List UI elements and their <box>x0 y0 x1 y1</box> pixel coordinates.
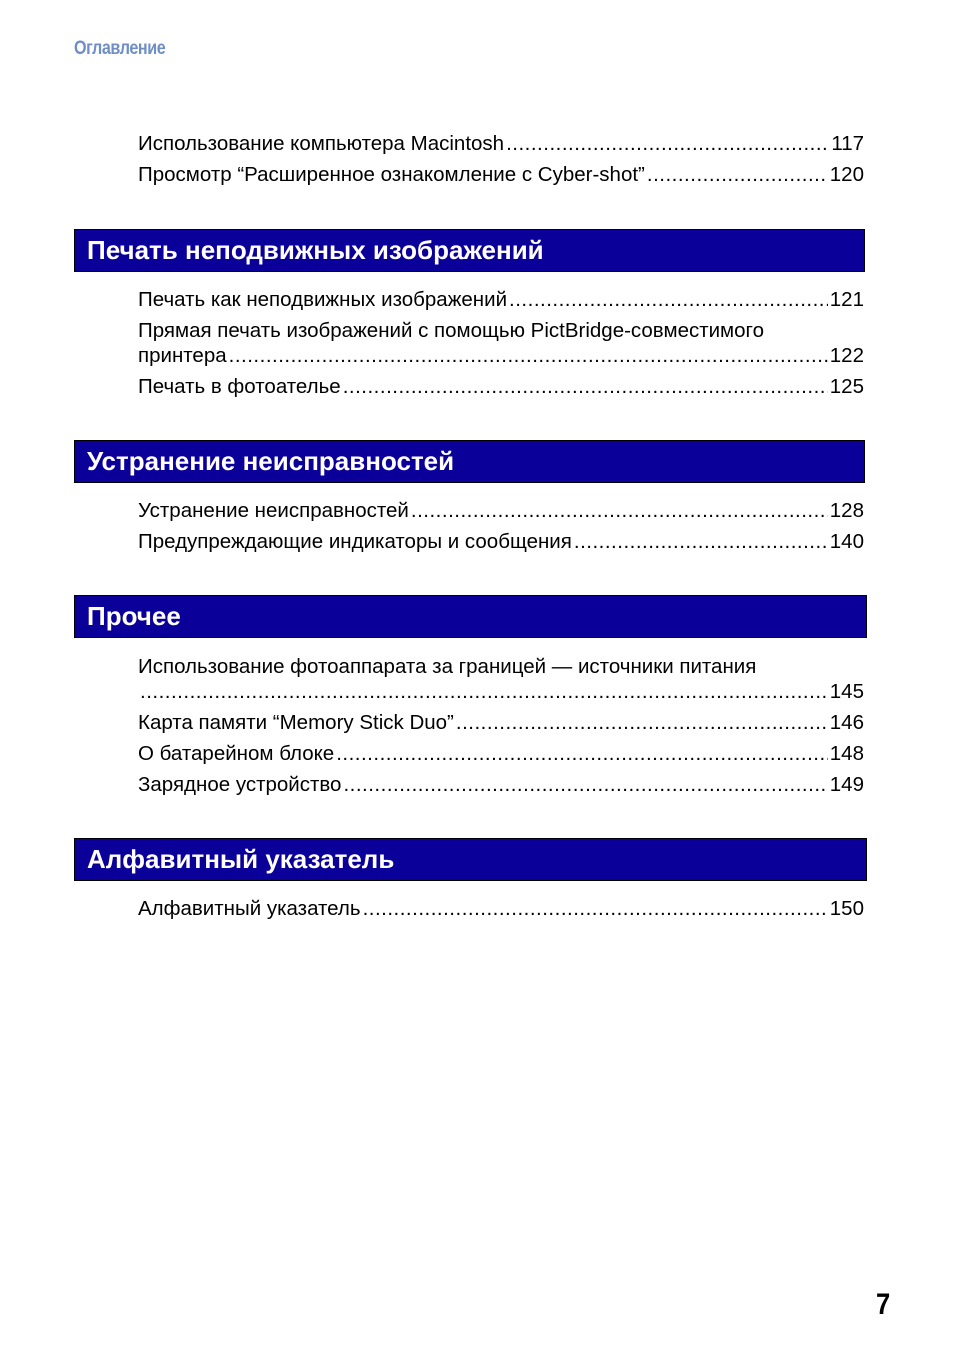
toc-entry-title: Печать в фотоателье <box>138 375 341 398</box>
toc-group-troubleshooting <box>138 499 864 561</box>
toc-entry[interactable] <box>138 530 864 554</box>
leader-dots <box>506 132 829 156</box>
toc-entry-page: 146 <box>829 711 864 734</box>
toc-entry-title-line2: принтера <box>138 344 227 367</box>
page-number: 7 <box>876 1288 891 1321</box>
toc-entry-page: 145 <box>829 680 864 703</box>
toc-group-index <box>138 897 864 928</box>
toc-entry-title: Печать как неподвижных изображений <box>138 288 508 311</box>
toc-group-printing <box>138 288 864 406</box>
toc-entry-page: 128 <box>829 499 864 522</box>
toc-entry[interactable] <box>138 897 864 921</box>
leader-dots <box>647 163 828 187</box>
toc-entry-title: Использование компьютера Macintosh <box>138 132 505 155</box>
toc-entry[interactable] <box>138 375 864 399</box>
leader-dots <box>229 344 828 368</box>
toc-entry-title: Просмотр “Расширенное ознакомление с Cyber-shot” <box>138 163 645 186</box>
toc-entry-page: 150 <box>829 897 864 920</box>
toc-entry-page: 125 <box>829 375 864 398</box>
toc-entry[interactable] <box>138 163 864 187</box>
toc-entry-title: Устранение неисправностей <box>138 499 409 522</box>
section-heading-troubleshooting: Устранение неисправностей <box>74 440 865 483</box>
section-heading-other: Прочее <box>74 595 867 638</box>
toc-group-top <box>138 132 864 194</box>
leader-dots <box>509 288 828 312</box>
toc-entry-title-line1: Использование фотоаппарата за границей — источники питания <box>138 655 757 678</box>
toc-entry[interactable] <box>138 711 864 735</box>
toc-entry-title: Карта памяти “Memory Stick Duo” <box>138 711 454 734</box>
toc-entry[interactable] <box>138 499 864 523</box>
toc-entry[interactable] <box>138 288 864 312</box>
toc-entry-title-line1: Прямая печать изображений с помощью PictBridge-совместимого <box>138 319 764 342</box>
toc-entry[interactable] <box>138 319 864 368</box>
toc-entry[interactable] <box>138 773 864 797</box>
toc-entry-title: Алфавитный указатель <box>138 897 361 920</box>
toc-entry-page: 120 <box>829 163 864 186</box>
toc-entry-title: О батарейном блоке <box>138 742 335 765</box>
section-heading-index: Алфавитный указатель <box>74 838 867 881</box>
toc-entry[interactable] <box>138 655 864 704</box>
toc-entry-page: 117 <box>831 132 864 155</box>
toc-entry-page: 149 <box>829 773 864 796</box>
leader-dots <box>363 897 828 921</box>
section-heading-printing: Печать неподвижных изображений <box>74 229 865 272</box>
leader-dots <box>574 530 828 554</box>
toc-group-other <box>138 655 864 804</box>
toc-entry-page: 148 <box>829 742 864 765</box>
toc-entry-page: 140 <box>829 530 864 553</box>
leader-dots <box>336 742 828 766</box>
leader-dots <box>456 711 828 735</box>
toc-entry[interactable] <box>138 132 864 156</box>
leader-dots <box>343 375 828 399</box>
toc-entry-title: Предупреждающие индикаторы и сообщения <box>138 530 572 553</box>
toc-entry[interactable] <box>138 742 864 766</box>
toc-entry-page: 121 <box>829 288 864 311</box>
toc-entry-title: Зарядное устройство <box>138 773 342 796</box>
leader-dots <box>411 499 828 523</box>
running-head: Оглавление <box>74 38 166 59</box>
toc-entry-page: 122 <box>829 344 864 367</box>
leader-dots <box>343 773 827 797</box>
leader-dots <box>140 680 828 704</box>
